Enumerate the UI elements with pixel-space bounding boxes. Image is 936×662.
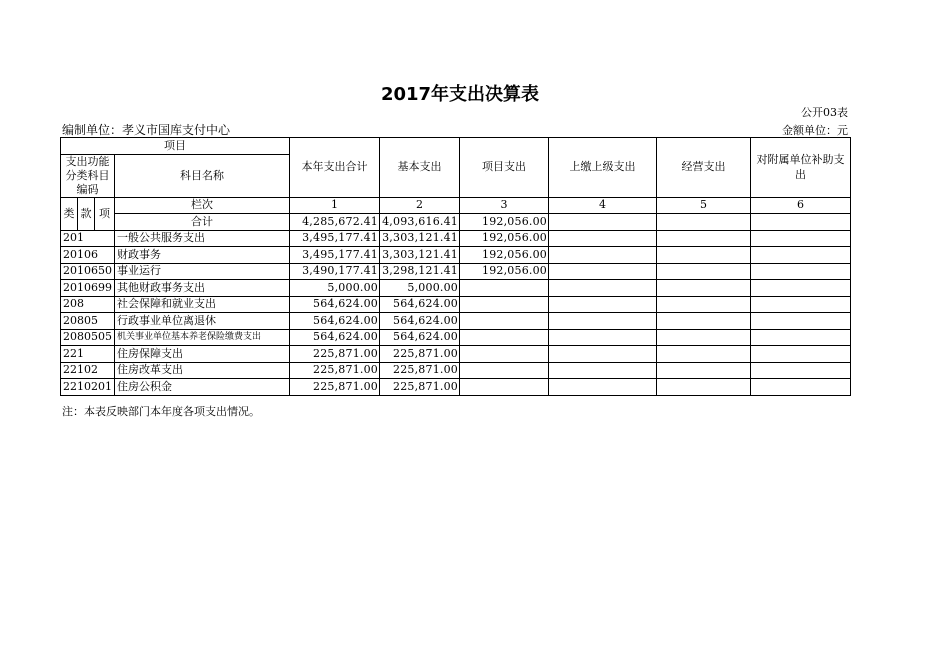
row-total: 564,624.00 (290, 296, 380, 313)
row-total: 564,624.00 (290, 329, 380, 346)
header-kuan: 款 (78, 197, 95, 230)
row-name: 事业运行 (115, 263, 290, 280)
row-code: 20106 (61, 247, 115, 264)
row-code: 2210201 (61, 379, 115, 396)
row-name: 一般公共服务支出 (115, 230, 290, 247)
table-row (61, 230, 851, 247)
row-name: 其他财政事务支出 (115, 280, 290, 297)
row-total: 3,495,177.41 (290, 247, 380, 264)
row-basic: 225,871.00 (380, 379, 460, 396)
row-code: 2010699 (61, 280, 115, 297)
total-label: 合计 (115, 214, 290, 231)
row-basic: 564,624.00 (380, 296, 460, 313)
row-name: 社会保障和就业支出 (115, 296, 290, 313)
row-total: 225,871.00 (290, 362, 380, 379)
row-basic: 5,000.00 (380, 280, 460, 297)
row-subsidy (751, 230, 851, 247)
row-upper (549, 263, 657, 280)
table-row (61, 247, 851, 264)
col-no-6: 6 (751, 197, 851, 214)
table-row (61, 296, 851, 313)
row-name: 住房公积金 (115, 379, 290, 396)
row-subsidy (751, 296, 851, 313)
row-total: 225,871.00 (290, 379, 380, 396)
row-total: 3,490,177.41 (290, 263, 380, 280)
header-xiang: 项 (95, 197, 115, 230)
row-subsidy (751, 379, 851, 396)
row-code: 22102 (61, 362, 115, 379)
total-project: 192,056.00 (460, 214, 549, 231)
row-project (460, 379, 549, 396)
row-upper (549, 230, 657, 247)
row-operation (657, 313, 751, 330)
row-total: 3,495,177.41 (290, 230, 380, 247)
row-operation (657, 263, 751, 280)
row-operation (657, 296, 751, 313)
table-row (61, 280, 851, 297)
row-basic: 564,624.00 (380, 329, 460, 346)
row-upper (549, 280, 657, 297)
row-total: 225,871.00 (290, 346, 380, 363)
row-subsidy (751, 247, 851, 264)
row-subsidy (751, 313, 851, 330)
row-total: 564,624.00 (290, 313, 380, 330)
header-subsidy: 对附属单位补助支出 (751, 138, 851, 198)
header-basic: 基本支出 (380, 138, 460, 198)
row-project (460, 280, 549, 297)
row-basic: 225,871.00 (380, 362, 460, 379)
row-project: 192,056.00 (460, 230, 549, 247)
row-subsidy (751, 280, 851, 297)
row-project (460, 346, 549, 363)
table-body (61, 230, 851, 395)
row-total: 5,000.00 (290, 280, 380, 297)
total-row (61, 214, 851, 231)
row-name: 住房改革支出 (115, 362, 290, 379)
total-basic: 4,093,616.41 (380, 214, 460, 231)
form-number: 公开03表 (801, 106, 848, 119)
row-basic: 564,624.00 (380, 313, 460, 330)
row-project (460, 313, 549, 330)
header-operation: 经营支出 (657, 138, 751, 198)
header-row-order: 栏次 (115, 197, 290, 214)
table-row (61, 263, 851, 280)
row-subsidy (751, 346, 851, 363)
col-no-4: 4 (549, 197, 657, 214)
table-header (61, 138, 851, 231)
row-subsidy (751, 329, 851, 346)
table-row (61, 329, 851, 346)
row-name: 机关事业单位基本养老保险缴费支出 (115, 329, 290, 346)
col-no-2: 2 (380, 197, 460, 214)
col-no-1: 1 (290, 197, 380, 214)
row-basic: 3,303,121.41 (380, 247, 460, 264)
header-project: 项目支出 (460, 138, 549, 198)
row-upper (549, 362, 657, 379)
row-code: 208 (61, 296, 115, 313)
row-code: 2010650 (61, 263, 115, 280)
row-upper (549, 313, 657, 330)
amount-unit: 金额单位：元 (782, 124, 848, 137)
header-total: 本年支出合计 (290, 138, 380, 198)
row-subsidy (751, 362, 851, 379)
header-subject-name: 科目名称 (115, 154, 290, 197)
row-project: 192,056.00 (460, 263, 549, 280)
row-upper (549, 247, 657, 264)
row-basic: 3,303,121.41 (380, 230, 460, 247)
row-name: 行政事业单位离退休 (115, 313, 290, 330)
expenditure-table (60, 137, 851, 396)
row-code: 201 (61, 230, 115, 247)
header-func-code: 支出功能分类科目编码 (61, 154, 115, 197)
col-no-5: 5 (657, 197, 751, 214)
header-lei: 类 (61, 197, 78, 230)
row-project (460, 362, 549, 379)
row-operation (657, 230, 751, 247)
row-operation (657, 379, 751, 396)
row-code: 20805 (61, 313, 115, 330)
header-item: 项目 (61, 138, 290, 155)
row-basic: 3,298,121.41 (380, 263, 460, 280)
row-upper (549, 379, 657, 396)
table-row (61, 379, 851, 396)
row-name: 财政事务 (115, 247, 290, 264)
row-operation (657, 247, 751, 264)
table-row (61, 362, 851, 379)
row-project: 192,056.00 (460, 247, 549, 264)
page-title: 2017年支出决算表 (380, 84, 540, 105)
compiling-unit: 编制单位：孝义市国库支付中心 (62, 123, 231, 137)
row-upper (549, 296, 657, 313)
row-upper (549, 329, 657, 346)
row-upper (549, 346, 657, 363)
row-project (460, 329, 549, 346)
row-operation (657, 280, 751, 297)
footnote: 注：本表反映部门本年度各项支出情况。 (62, 405, 260, 418)
col-no-3: 3 (460, 197, 549, 214)
row-name: 住房保障支出 (115, 346, 290, 363)
table-row (61, 346, 851, 363)
row-project (460, 296, 549, 313)
row-subsidy (751, 263, 851, 280)
total-total: 4,285,672.41 (290, 214, 380, 231)
table-row (61, 313, 851, 330)
header-upper: 上缴上级支出 (549, 138, 657, 198)
row-operation (657, 329, 751, 346)
row-basic: 225,871.00 (380, 346, 460, 363)
row-operation (657, 362, 751, 379)
row-code: 221 (61, 346, 115, 363)
row-code: 2080505 (61, 329, 115, 346)
row-operation (657, 346, 751, 363)
